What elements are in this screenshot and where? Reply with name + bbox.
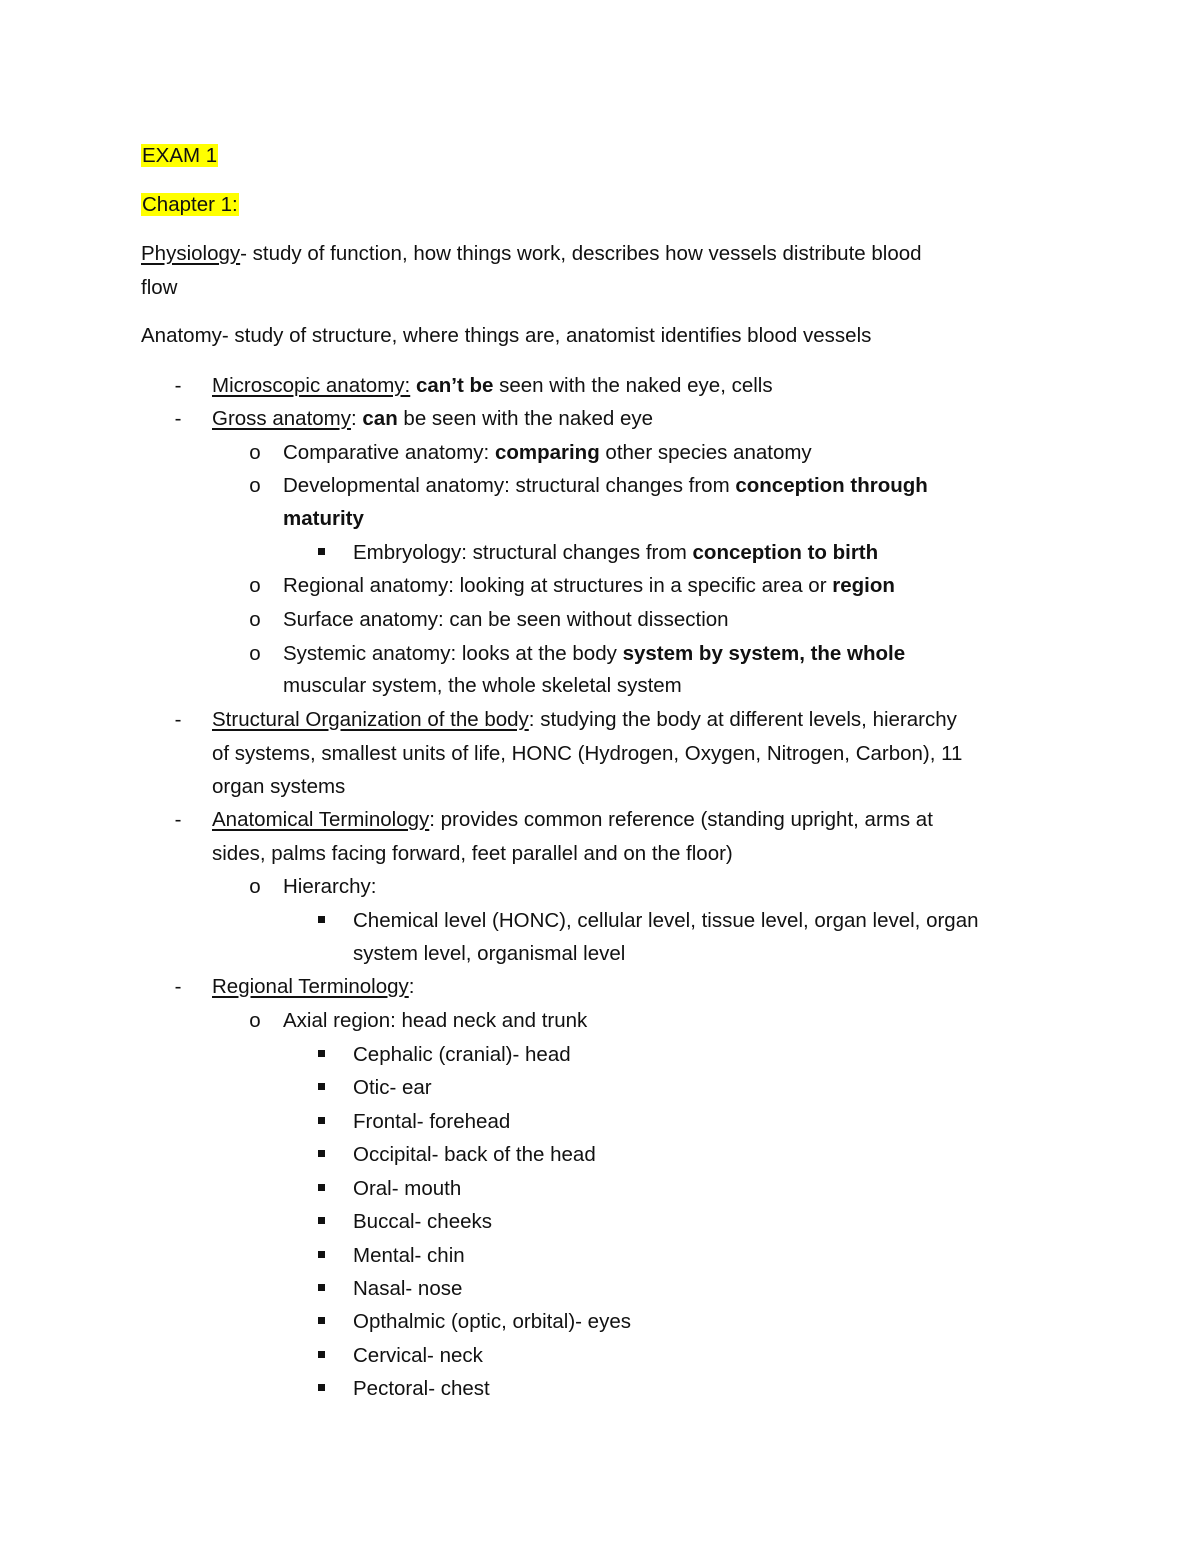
list-item: Cervical- neck — [353, 1344, 483, 1367]
list-item: Mental- chin — [353, 1244, 465, 1267]
regional-anatomy: Regional anatomy: looking at structures in a specific area or region — [283, 574, 895, 597]
anatomy-definition: Anatomy- study of structure, where things are, anatomist identifies blood vessels — [141, 324, 872, 347]
square-bullet — [318, 1317, 325, 1324]
gross-anatomy: Gross anatomy: can be seen with the naked eye — [212, 407, 654, 430]
list-item: Buccal- cheeks — [353, 1210, 493, 1233]
list-item: Oral- mouth — [353, 1177, 462, 1200]
dash-marker: - — [174, 975, 182, 998]
list-item: Frontal- forehead — [353, 1110, 511, 1133]
physiology-line-1: Physiology- study of function, how things work, describes how vessels distribute blood — [141, 242, 922, 265]
list-item: Nasal- nose — [353, 1277, 463, 1300]
circle-marker: o — [249, 875, 261, 898]
list-item: Pectoral- chest — [353, 1377, 490, 1400]
circle-marker: o — [249, 1009, 261, 1032]
square-bullet — [318, 1251, 325, 1258]
hierarchy: Hierarchy: — [283, 875, 377, 898]
circle-marker: o — [249, 608, 261, 631]
square-bullet — [318, 1384, 325, 1391]
structural-organization-line-1: Structural Organization of the body: studying the body at different levels, hierarchy — [212, 708, 957, 731]
dash-marker: - — [174, 808, 182, 831]
developmental-anatomy-line-2: maturity — [283, 507, 364, 530]
square-bullet — [318, 1117, 325, 1124]
circle-marker: o — [249, 441, 261, 464]
regional-terminology: Regional Terminology: — [212, 975, 415, 998]
hierarchy-levels-line-1: Chemical level (HONC), cellular level, tissue level, organ level, organ — [353, 909, 979, 932]
dash-marker: - — [174, 708, 182, 731]
list-item: Cephalic (cranial)- head — [353, 1043, 571, 1066]
list-item: Otic- ear — [353, 1076, 432, 1099]
surface-anatomy: Surface anatomy: can be seen without dissection — [283, 608, 729, 631]
square-bullet — [318, 1050, 325, 1057]
square-bullet — [318, 1150, 325, 1157]
circle-marker: o — [249, 474, 261, 497]
dash-marker: - — [174, 407, 182, 430]
anatomical-terminology-line-1: Anatomical Terminology: provides common reference (standing upright, arms at — [212, 808, 933, 831]
dash-marker: - — [174, 374, 182, 397]
list-item: Opthalmic (optic, orbital)- eyes — [353, 1310, 631, 1333]
structural-organization-line-2: of systems, smallest units of life, HONC (Hydrogen, Oxygen, Nitrogen, Carbon), 11 — [212, 742, 963, 765]
microscopic-anatomy: Microscopic anatomy: can’t be seen with the naked eye, cells — [212, 374, 773, 397]
square-bullet — [318, 1351, 325, 1358]
chapter-heading: Chapter 1: — [142, 193, 238, 216]
comparative-anatomy: Comparative anatomy: comparing other species anatomy — [283, 441, 812, 464]
square-bullet — [318, 1184, 325, 1191]
list-item: Occipital- back of the head — [353, 1143, 596, 1166]
structural-organization-line-3: organ systems — [212, 775, 346, 798]
systemic-anatomy-line-1: Systemic anatomy: looks at the body system by system, the whole — [283, 642, 906, 665]
anatomical-terminology-line-2: sides, palms facing forward, feet parallel and on the floor) — [212, 842, 733, 865]
circle-marker: o — [249, 574, 261, 597]
systemic-anatomy-line-2: muscular system, the whole skeletal system — [283, 674, 682, 697]
hierarchy-levels-line-2: system level, organismal level — [353, 942, 626, 965]
physiology-line-2: flow — [141, 276, 178, 299]
square-bullet — [318, 1217, 325, 1224]
axial-region: Axial region: head neck and trunk — [283, 1009, 588, 1032]
circle-marker: o — [249, 642, 261, 665]
embryology: Embryology: structural changes from conception to birth — [353, 541, 879, 564]
square-bullet — [318, 1083, 325, 1090]
square-bullet — [318, 1284, 325, 1291]
exam-heading: EXAM 1 — [142, 144, 218, 167]
square-bullet — [318, 548, 325, 555]
developmental-anatomy-line-1: Developmental anatomy: structural changes from conception through — [283, 474, 928, 497]
square-bullet — [318, 916, 325, 923]
